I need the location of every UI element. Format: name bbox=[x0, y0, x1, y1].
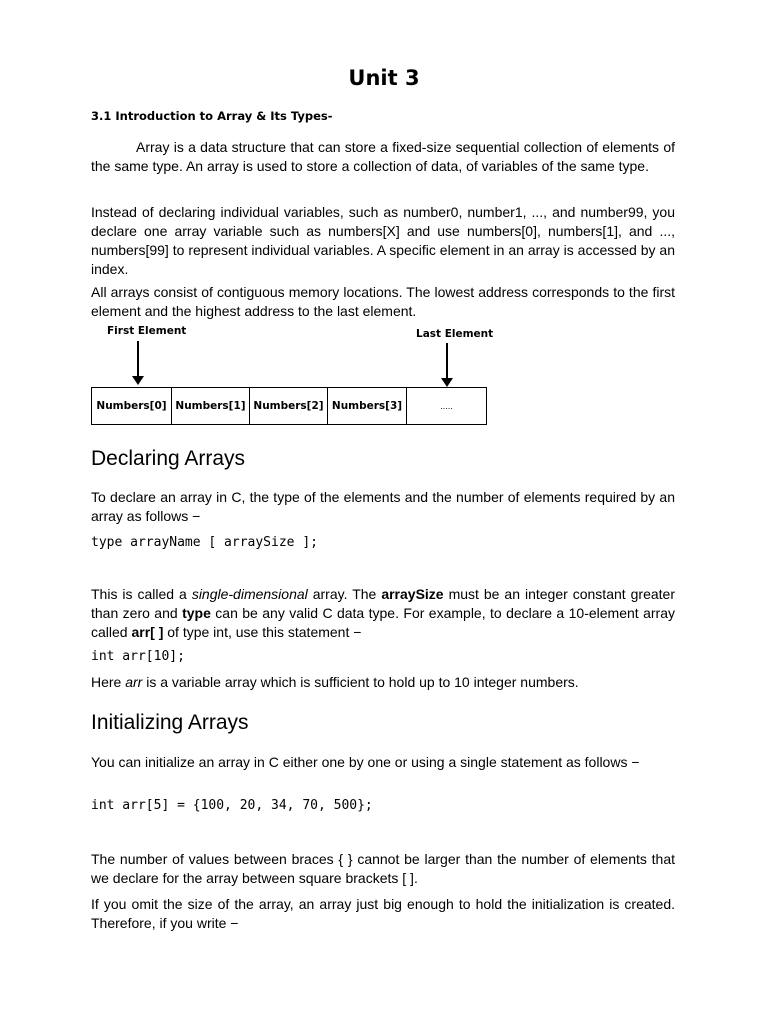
declaration-syntax-code: type arrayName [ arraySize ]; bbox=[91, 535, 318, 550]
declaring-text: To declare an array in C, the type of the elements and the number of elements required by an array as follows − bbox=[91, 489, 675, 524]
array-cell-2: Numbers[2] bbox=[250, 388, 328, 424]
first-element-arrow-icon bbox=[132, 341, 144, 385]
array-cell-0: Numbers[0] bbox=[92, 388, 172, 424]
declaration-example-code: int arr[10]; bbox=[91, 649, 185, 664]
initialization-code: int arr[5] = {100, 20, 34, 70, 500}; bbox=[91, 798, 373, 813]
array-cell-3: Numbers[3] bbox=[328, 388, 407, 424]
section-heading: 3.1 Introduction to Array & Its Types- bbox=[91, 109, 333, 123]
first-element-label: First Element bbox=[107, 325, 187, 337]
individual-variables-paragraph: Instead of declaring individual variables, such as number0, number1, ..., and number99, you declare one array variable such as numbers[X] and use numbers[0], numbers[1], and ..., numbers[99] to represent individual variables. A specific element in an array is accessed by an index. bbox=[91, 204, 675, 277]
omit-size-paragraph: If you omit the size of the array, an array just big enough to hold the initialization is created. Therefore, if you write − bbox=[91, 896, 675, 931]
last-element-label: Last Element bbox=[416, 328, 494, 340]
braces-paragraph: The number of values between braces { } cannot be larger than the number of elements that we declare for the array between square brackets [ ]. bbox=[91, 851, 675, 886]
array-cell-1: Numbers[1] bbox=[172, 388, 250, 424]
array-diagram bbox=[91, 323, 494, 428]
intro-paragraph: Array is a data structure that can store a fixed-size sequential collection of elements of the same type. An array is used to store a collection of data, of variables of the same type. bbox=[91, 139, 675, 174]
array-cell-ellipsis: ..... bbox=[440, 401, 453, 411]
last-element-arrow-icon bbox=[441, 343, 453, 387]
initializing-arrays-heading: Initializing Arrays bbox=[91, 711, 249, 734]
single-dimensional-paragraph: This is called a single-dimensional array. The arraySize must be an integer constant greater than zero and type can be any valid C data type. For example, to declare a 10-element array called arr[ ] of type int, use this statement − bbox=[91, 586, 675, 640]
contiguous-memory-paragraph: All arrays consist of contiguous memory locations. The lowest address corresponds to the first element and the highest address to the last element. bbox=[91, 284, 675, 319]
array-cells bbox=[91, 387, 487, 425]
declaring-arrays-heading: Declaring Arrays bbox=[91, 447, 246, 470]
arr-description-paragraph: Here arr is a variable array which is sufficient to hold up to 10 integer numbers. bbox=[91, 674, 579, 690]
page-title: Unit 3 bbox=[348, 66, 420, 90]
initializing-text: You can initialize an array in C either one by one or using a single statement as follows − bbox=[91, 754, 640, 770]
